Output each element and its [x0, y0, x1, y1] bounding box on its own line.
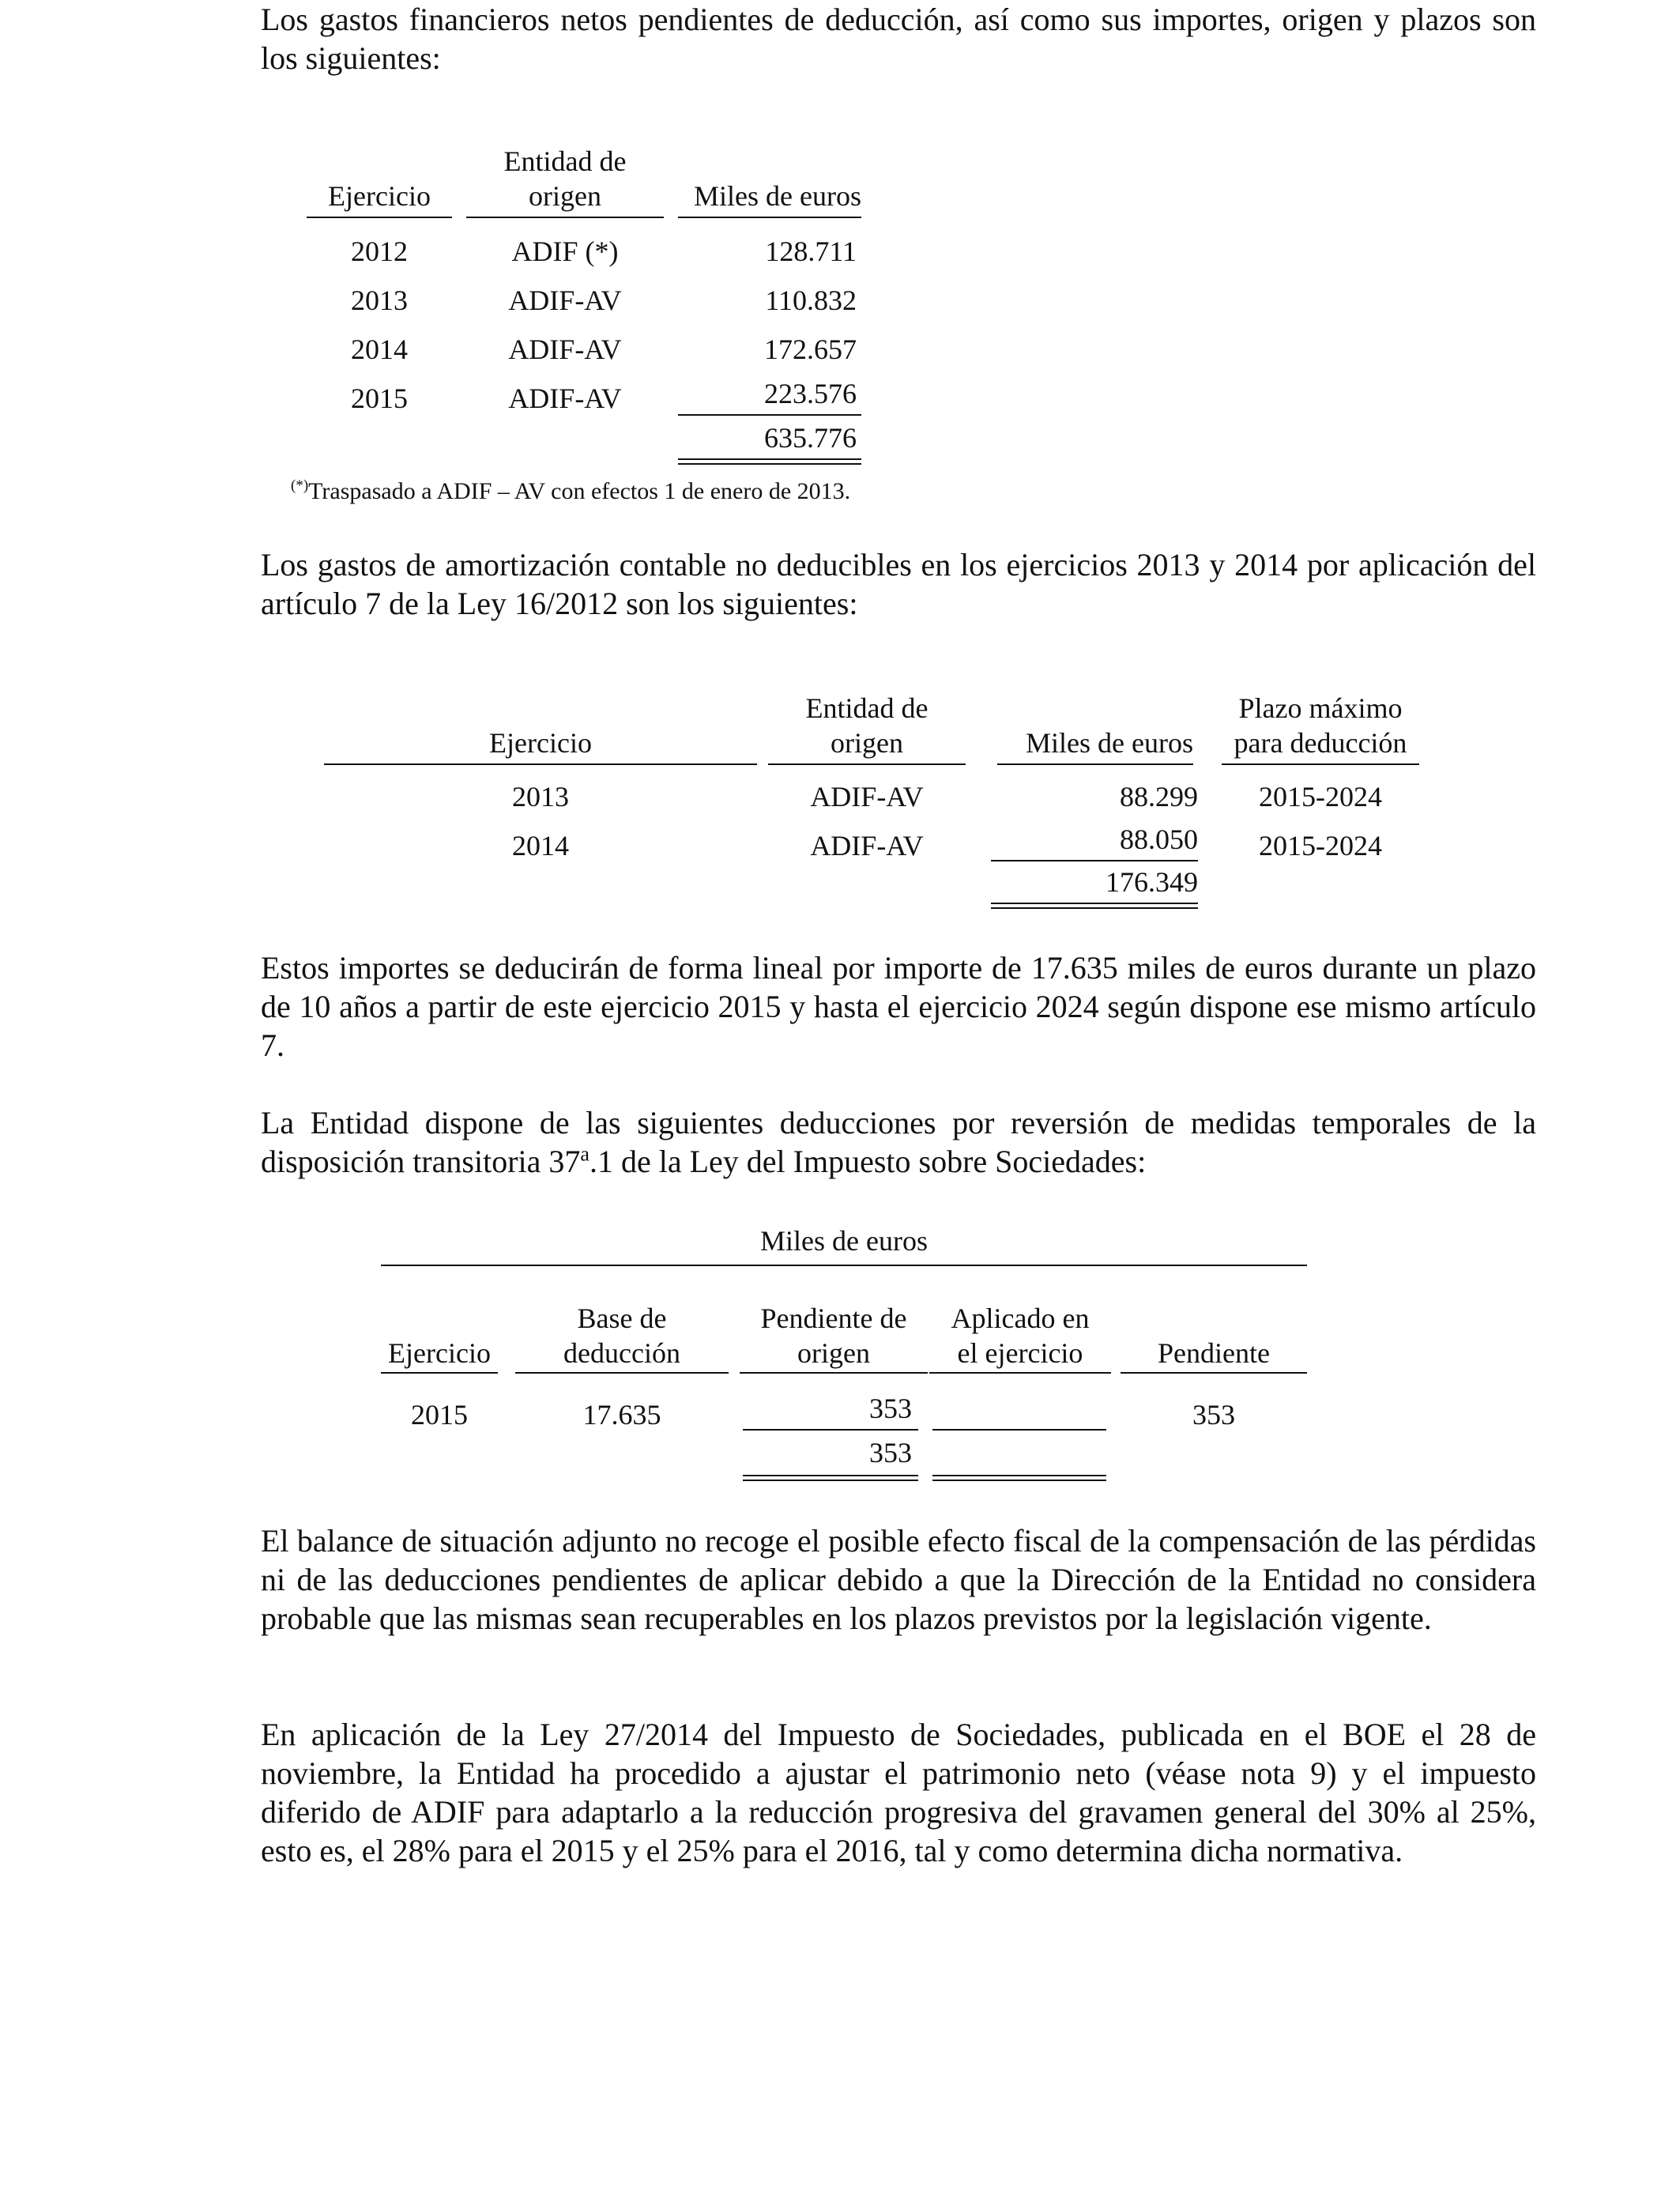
footnote-mark: (*): [291, 477, 309, 494]
paragraph-linear-deduction: Estos importes se deducirán de forma lineal por importe de 17.635 miles de euros durante un plazo de 10 años a partir de este ejercicio 2015 y hasta el ejercicio 2024 según dispone ese mismo artículo 7.: [261, 950, 1536, 1063]
table-row: ADIF-AV: [508, 334, 622, 365]
table2-header-rule-ejercicio: [324, 763, 757, 765]
table1-header-miles: Miles de euros: [694, 180, 861, 212]
table-row: 17.635: [582, 1399, 661, 1431]
table-row: 353: [869, 1393, 912, 1424]
table3-total-pend-origen: 353: [869, 1437, 912, 1468]
table3-header-rule-pend-origen: [740, 1372, 928, 1374]
table-row: 2013: [351, 285, 408, 316]
table2-header-rule-plazo: [1222, 763, 1419, 765]
table-row: 110.832: [765, 285, 857, 316]
paragraph-ley-27-2014: En aplicación de la Ley 27/2014 del Impuesto de Sociedades, publicada en el BOE el 28 de noviembre, la Entidad ha procedido a ajustar el patrimonio neto (véase nota 9) y el impuesto diferido de ADIF para adaptarlo a la reducción progresiva del gravamen general del 30% al 25%, esto es, el 28% para el 2015 y el 25% para el 2016, tal y como determina dicha normativa.: [261, 1717, 1536, 1868]
table-row: 2015-2024: [1259, 830, 1382, 861]
table3-header-ejercicio: Ejercicio: [388, 1337, 491, 1369]
table-row: ADIF-AV: [508, 383, 622, 414]
paragraph-balance-tax-effect: El balance de situación adjunto no recoge el posible efecto fiscal de la compensación de las pérdidas ni de las deducciones pendientes de aplicar debido a que la Dirección de la Entidad no considera probable que las mismas sean recuperables en los plazos previstos por la legislación vigente.: [261, 1523, 1536, 1636]
table1-total-double-rule: [678, 458, 861, 465]
table1-total: 635.776: [764, 422, 857, 454]
table3-header-rule-base: [515, 1372, 729, 1374]
table-row: 353: [1192, 1399, 1235, 1431]
table-row: 2014: [351, 334, 408, 365]
table2-header-plazo-2: para deducción: [1234, 727, 1407, 759]
table-row: 2015: [411, 1399, 468, 1431]
table-row: ADIF-AV: [810, 830, 924, 861]
table2-header-entidad-2: origen: [831, 727, 903, 759]
table3-group-rule: [381, 1265, 1307, 1266]
table2-header-rule-miles: [997, 763, 1193, 765]
table2-header-plazo-1: Plazo máximo: [1238, 692, 1403, 724]
table3-total-double-rule-pend-origen: [743, 1475, 918, 1481]
table2-subtotal-rule: [991, 860, 1198, 861]
table3-header-aplicado-1: Aplicado en: [951, 1302, 1090, 1334]
table-row: 2015-2024: [1259, 781, 1382, 812]
table-row: 172.657: [764, 334, 857, 365]
table3-subtotal-rule-aplicado: [932, 1429, 1106, 1431]
table-row: ADIF-AV: [810, 781, 924, 812]
table-row: 223.576: [764, 378, 857, 409]
table1-header-ejercicio: Ejercicio: [328, 180, 431, 212]
table2-header-entidad-1: Entidad de: [805, 692, 929, 724]
paragraph-deductions-reversal-text-b: .1 de la Ley del Impuesto sobre Sociedades:: [589, 1144, 1147, 1179]
table1-subtotal-rule: [678, 414, 861, 416]
table-row: 2012: [351, 236, 408, 267]
table3-header-base-1: Base de: [577, 1302, 667, 1334]
table2-header-ejercicio: Ejercicio: [489, 727, 592, 759]
table1-header-rule-entidad: [466, 217, 664, 218]
paragraph-deductions-reversal-text-a: La Entidad dispone de las siguientes deducciones por reversión de medidas temporales de la disposición transitoria 37: [261, 1105, 1536, 1179]
table3-subtotal-rule-pend-origen: [743, 1429, 918, 1431]
table3-header-pend-origen-1: Pendiente de: [760, 1302, 907, 1334]
table3-header-base-2: deducción: [563, 1337, 680, 1369]
table1-header-rule-ejercicio: [307, 217, 452, 218]
ordinal-superscript: a: [580, 1142, 590, 1166]
table3-header-aplicado-2: el ejercicio: [957, 1337, 1083, 1369]
table3-header-rule-ejercicio: [381, 1372, 498, 1374]
table-row: 2014: [512, 830, 569, 861]
table3-total-double-rule-aplicado: [932, 1475, 1106, 1481]
table1-header-rule-miles: [678, 217, 861, 218]
paragraph-deductions-reversal: [261, 1103, 1536, 1181]
table2-total-double-rule: [991, 903, 1198, 909]
table3-header-rule-aplicado: [929, 1372, 1111, 1374]
footnote-text: Traspasado a ADIF – AV con efectos 1 de enero de 2013.: [308, 478, 851, 504]
table3-header-pend-origen-2: origen: [797, 1337, 870, 1369]
table3-header-pendiente: Pendiente: [1158, 1337, 1270, 1369]
table-row: 88.299: [1120, 781, 1198, 812]
table1-footnote: [291, 477, 850, 506]
paragraph-amortization-expenses: Los gastos de amortización contable no deducibles en los ejercicios 2013 y 2014 por aplicación del artículo 7 de la Ley 16/2012 son los siguientes:: [261, 547, 1536, 621]
table2-header-rule-entidad: [768, 763, 966, 765]
table3-header-rule-pendiente: [1121, 1372, 1307, 1374]
intro-paragraph-financial-expenses: Los gastos financieros netos pendientes de deducción, así como sus importes, origen y plazos son los siguientes:: [261, 2, 1536, 76]
table1-header-entidad-1: Entidad de: [503, 145, 627, 177]
table2-header-miles: Miles de euros: [1026, 727, 1193, 759]
table1-header-entidad-2: origen: [529, 180, 601, 212]
table-row: 88.050: [1120, 824, 1198, 855]
table2-total: 176.349: [1106, 866, 1198, 898]
table-row: 128.711: [765, 236, 857, 267]
table-row: ADIF (*): [511, 236, 619, 267]
table3-group-header: Miles de euros: [760, 1225, 928, 1257]
table-row: ADIF-AV: [508, 285, 622, 316]
table-row: 2015: [351, 383, 408, 414]
table-row: 2013: [512, 781, 569, 812]
